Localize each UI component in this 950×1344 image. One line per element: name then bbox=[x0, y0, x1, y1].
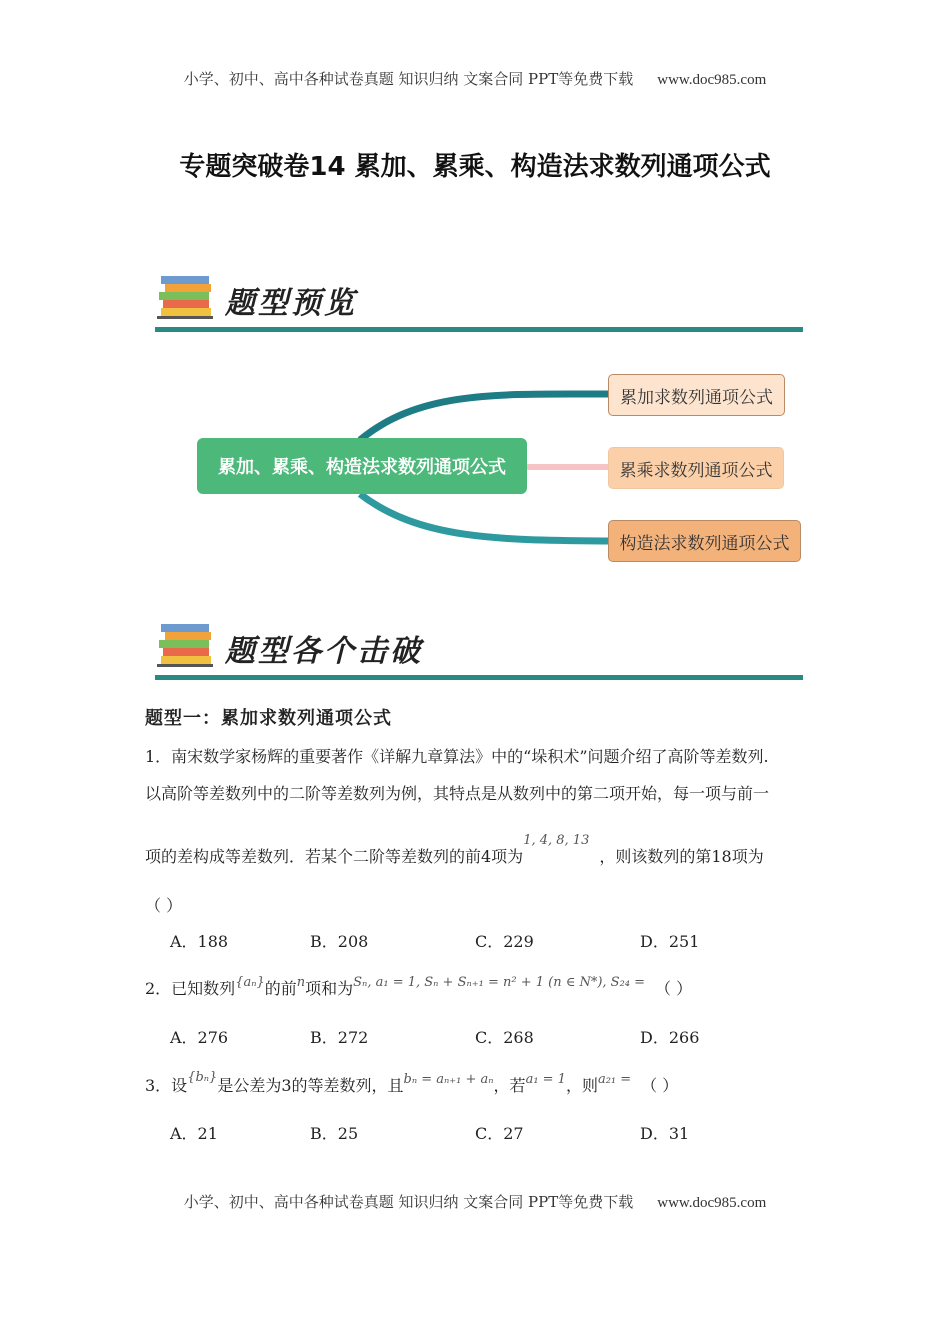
q3-c: ，若 bbox=[493, 1076, 526, 1095]
q3-option-c[interactable]: C．27 bbox=[475, 1124, 524, 1143]
q1-line3a: 项的差构成等差数列．若某个二阶等差数列的前4项为 bbox=[145, 847, 524, 866]
books-icon bbox=[157, 272, 217, 320]
q1-option-b[interactable]: B．208 bbox=[310, 932, 369, 951]
q2-option-d[interactable]: D．266 bbox=[640, 1028, 700, 1047]
mindmap-center: 累加、累乘、构造法求数列通项公式 bbox=[197, 438, 527, 494]
q2-b: 的前 bbox=[264, 979, 297, 998]
q1-line2: 以高阶等差数列中的二阶等差数列为例，其特点是从数列中的第二项开始，每一项与前一 bbox=[145, 784, 770, 803]
banner-preview-label: 题型预览 bbox=[225, 286, 357, 321]
q3-d: ，则 bbox=[565, 1076, 598, 1095]
q3-m3: a₁ = 1 bbox=[525, 1072, 566, 1087]
q1-math: 1, 4, 8, 13 bbox=[523, 833, 590, 848]
mindmap-branch-2: 累乘求数列通项公式 bbox=[608, 447, 784, 489]
divider bbox=[155, 675, 803, 680]
q1-option-c[interactable]: C．229 bbox=[475, 932, 534, 951]
q1-paren: （ ） bbox=[145, 896, 183, 915]
q1-option-a[interactable]: A．188 bbox=[170, 932, 229, 951]
books-icon bbox=[157, 620, 217, 668]
mindmap-branch-1: 累加求数列通项公式 bbox=[608, 374, 785, 416]
header-text: 小学、初中、高中各种试卷真题 知识归纳 文案合同 PPT等免费下载 bbox=[183, 70, 634, 88]
q2-m2: n bbox=[296, 975, 306, 990]
header-site: www.doc985.com bbox=[657, 72, 767, 88]
page-title: 专题突破卷14 累加、累乘、构造法求数列通项公式 bbox=[179, 152, 771, 182]
q3-m1: {bₙ} bbox=[187, 1070, 218, 1085]
q1-line3 bbox=[145, 833, 764, 867]
q3-stem bbox=[145, 1070, 679, 1096]
q2-option-b[interactable]: B．272 bbox=[310, 1028, 369, 1047]
q3-b: 是公差为3的等差数列，且 bbox=[217, 1076, 404, 1095]
q2-a: 2．已知数列 bbox=[145, 979, 236, 998]
q2-option-a[interactable]: A．276 bbox=[170, 1028, 229, 1047]
mindmap bbox=[0, 360, 950, 580]
q3-option-d[interactable]: D．31 bbox=[640, 1124, 690, 1143]
q2-stem bbox=[145, 976, 692, 999]
mindmap-branch-3: 构造法求数列通项公式 bbox=[608, 520, 801, 562]
q2-m3: Sₙ, a₁ = 1, Sₙ + Sₙ₊₁ = n² + 1 (n ∈ N*), S₂₄ = bbox=[353, 975, 646, 990]
banner-breakthrough bbox=[155, 620, 803, 680]
footer-text: 小学、初中、高中各种试卷真题 知识归纳 文案合同 PPT等免费下载 bbox=[183, 1193, 634, 1211]
q3-option-b[interactable]: B．25 bbox=[310, 1124, 359, 1143]
footer-site: www.doc985.com bbox=[657, 1195, 767, 1211]
section-heading: 题型一：累加求数列通项公式 bbox=[145, 708, 392, 729]
q3-paren: （ ） bbox=[641, 1076, 679, 1095]
q3-option-a[interactable]: A．21 bbox=[170, 1124, 218, 1143]
banner-preview bbox=[155, 272, 803, 332]
q1-line3b: ，则该数列的第18项为 bbox=[599, 847, 764, 866]
q1-line1: 1．南宋数学家杨辉的重要著作《详解九章算法》中的“垛积术”问题介绍了高阶等差数列. bbox=[145, 747, 769, 766]
q3-m2: bₙ = aₙ₊₁ + aₙ bbox=[403, 1072, 494, 1087]
q3-a: 3．设 bbox=[145, 1076, 188, 1095]
page-header bbox=[0, 68, 950, 89]
page-footer bbox=[0, 1191, 950, 1212]
banner-breakthrough-label: 题型各个击破 bbox=[225, 634, 423, 669]
q1-option-d[interactable]: D．251 bbox=[640, 932, 700, 951]
divider bbox=[155, 327, 803, 332]
q3-m4: a₂₁ = bbox=[597, 1072, 632, 1087]
q2-option-c[interactable]: C．268 bbox=[475, 1028, 534, 1047]
q2-m1: {aₙ} bbox=[235, 975, 265, 990]
q2-paren: （ ） bbox=[655, 979, 693, 998]
q2-c: 项和为 bbox=[305, 979, 354, 998]
